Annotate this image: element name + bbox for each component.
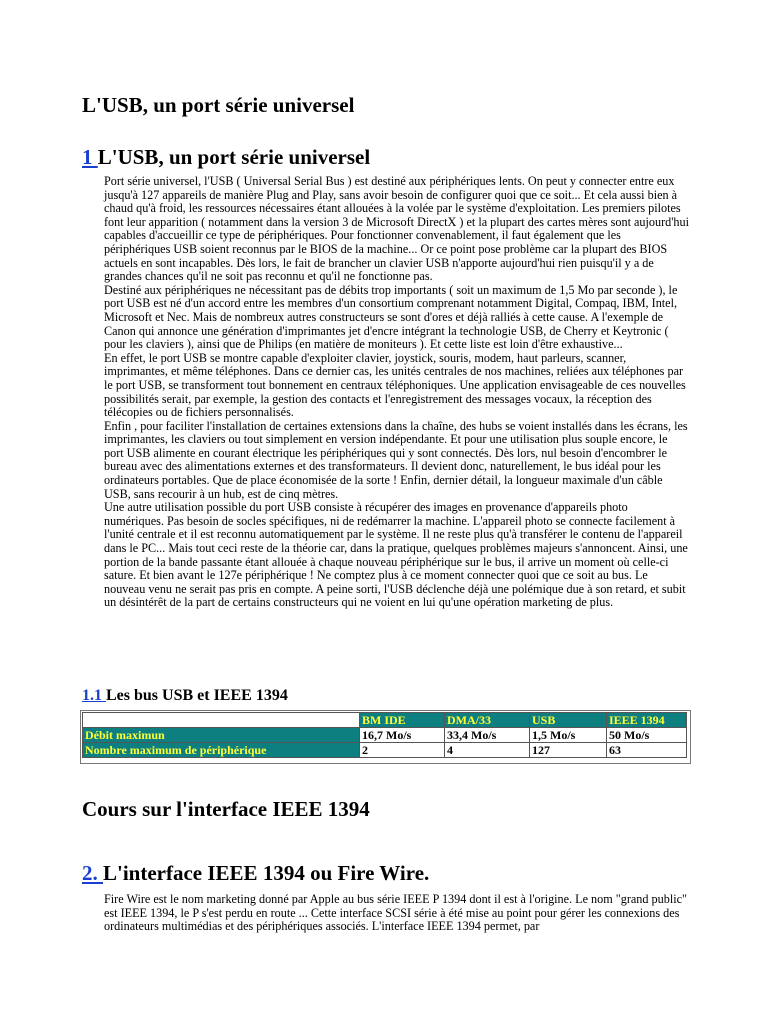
course-title: Cours sur l'interface IEEE 1394 bbox=[82, 797, 370, 821]
table-row-label: Débit maximun bbox=[83, 728, 360, 743]
table-cell: 1,5 Mo/s bbox=[530, 728, 607, 743]
table-header-cell: DMA/33 bbox=[445, 713, 530, 728]
section-1-number-link[interactable]: 1 bbox=[82, 145, 98, 169]
table-cell: 63 bbox=[607, 743, 687, 758]
table-header-cell: BM IDE bbox=[360, 713, 445, 728]
paragraph: Enfin , pour faciliter l'installation de certaines extensions dans la chaîne, des hubs se voient installés dans les écrans, les imprimantes, les claviers ou tout simplement en version indépendante. Et pour une utilisation plus souple encore, le port USB alimente en courant électrique les périphériques qui y sont connectés. Dès lors, nul besoin d'encombrer le bureau avec des alimentations externes et des transformateurs. Il devient donc, naturellement, le bus idéal pour les ordinateurs portables. Que de place économisée de la sorte ! Enfin, dernier détail, la longueur maximale d'un câble USB, sans recourir à un hub, est de cinq mètres. bbox=[104, 418, 688, 501]
section-1-body bbox=[104, 175, 690, 610]
subsection-1-1-heading bbox=[82, 686, 288, 706]
table-header-cell: USB bbox=[530, 713, 607, 728]
table-row bbox=[83, 743, 687, 758]
table-cell: 16,7 Mo/s bbox=[360, 728, 445, 743]
table-cell: 2 bbox=[360, 743, 445, 758]
bus-comparison-table bbox=[82, 712, 687, 758]
table-cell: 50 Mo/s bbox=[607, 728, 687, 743]
subsection-1-1-number-link[interactable]: 1.1 bbox=[82, 687, 106, 704]
section-2-title: L'interface IEEE 1394 ou Fire Wire. bbox=[103, 861, 430, 885]
paragraph: Une autre utilisation possible du port USB consiste à récupérer des images en provenance d'appareils photo numériques. Pas besoin de socles spécifiques, ni de redémarrer la machine. L'appareil photo se connecte facilement à l'unité centrale et il est reconnu automatiquement par le système. Il ne reste plus qu'à transférer le contenu de l'appareil dans le PC... Mais tout ceci reste de la théorie car, dans la pratique, quelques problèmes majeurs s'annoncent. Ainsi, une portion de la bande passante étant allouée à chaque nouveau périphérique sur le bus, il arrive un moment où celle-ci sature. Et bien avant le 127e périphérique ! Ne comptez plus à ce moment connecter quoi que ce soit au bus. Le nouveau venu ne serait pas pris en compte. A peine sorti, l'USB déclenche déjà une polémique due à son retard, et subit un désintérêt de la part de certains constructeurs qui ne voient en lui qu'une opération marketing de plus. bbox=[104, 500, 688, 610]
section-2-body bbox=[104, 893, 690, 934]
document-title: L'USB, un port série universel bbox=[82, 93, 355, 117]
section-2-number-link[interactable]: 2. bbox=[82, 861, 103, 885]
paragraph: En effet, le port USB se montre capable d'exploiter clavier, joystick, souris, modem, haut parleurs, scanner, imprimantes, et même téléphones. Dans ce dernier cas, les unités centrales de nos machines, reliées aux téléphones par le port USB, se transforment tout bonnement en centraux téléphoniques. Une application envisageable de ces nouvelles possibilités serait, par exemple, la gestion des contacts et l'enregistrement des messages vocaux, la réception des télécopies ou de fichiers personnalisés. bbox=[104, 350, 686, 420]
paragraph: Destiné aux périphériques ne nécessitant pas de débits trop importants ( soit un maximum de 1,5 Mo par seconde ), le port USB est né d'un accord entre les membres d'un consortium comprenant notamment Digital, Compaq, IBM, Intel, Microsoft et Nec. Mais de nombreux autres constructeurs se sont d'ores et déjà ralliés à cette cause. A l'exemple de Canon qui annonce une génération d'imprimantes jet d'encre intégrant la technologie USB, de Cherry et Keytronic ( pour les claviers ), ainsi que de Philips (en matière de moniteurs ). Et cette liste est loin d'être exhaustive... bbox=[104, 282, 678, 352]
subsection-1-1-title: Les bus USB et IEEE 1394 bbox=[106, 687, 288, 704]
paragraph: Port série universel, l'USB ( Universal Serial Bus ) est destiné aux périphériques lents. On peut y connecter entre eux jusqu'à 127 appareils de manière Plug and Play, sans avoir besoin de configurer quoi que ce soit... Et cela aussi bien à chaud qu'à froid, les ressources nécessaires étant allouées à la volée par le système d'exploitation. Les premiers pilotes font leur apparition ( notamment dans la version 3 de Microsoft DirectX ) et la plupart des cartes mères sont aujourd'hui capables d'accueillir ce type de périphériques. Pour fonctionner convenablement, il faut également que les périphériques USB soient reconnus par le BIOS de la machine... Or ce point pose problème car la plupart des BIOS actuels en sont incapables. Dès lors, le fait de brancher un clavier USB n'apporte aujourd'hui rien puisqu'il y a de grandes chances qu'il ne soit pas reconnu et qu'il ne fonctionne pas. bbox=[104, 174, 689, 284]
table-cell: 127 bbox=[530, 743, 607, 758]
table-cell: 4 bbox=[445, 743, 530, 758]
table-cell: 33,4 Mo/s bbox=[445, 728, 530, 743]
section-1-title: L'USB, un port série universel bbox=[97, 145, 371, 169]
paragraph: Fire Wire est le nom marketing donné par Apple au bus série IEEE P 1394 dont il est à l'origine. Le nom "grand public" est IEEE 1394, le P s'est perdu en route ... Cette interface SCSI série à été mise au point pour gérer les connexions des ordinateurs multimédias et des périphériques associés. L'interface IEEE 1394 permet, par bbox=[104, 892, 687, 934]
table-row-label: Nombre maximum de périphérique bbox=[83, 743, 360, 758]
table-row bbox=[83, 728, 687, 743]
table-header-row bbox=[83, 713, 687, 728]
table-header-cell bbox=[83, 713, 360, 728]
table-header-cell: IEEE 1394 bbox=[607, 713, 687, 728]
section-1-heading bbox=[82, 144, 370, 170]
section-2-heading bbox=[82, 860, 429, 886]
